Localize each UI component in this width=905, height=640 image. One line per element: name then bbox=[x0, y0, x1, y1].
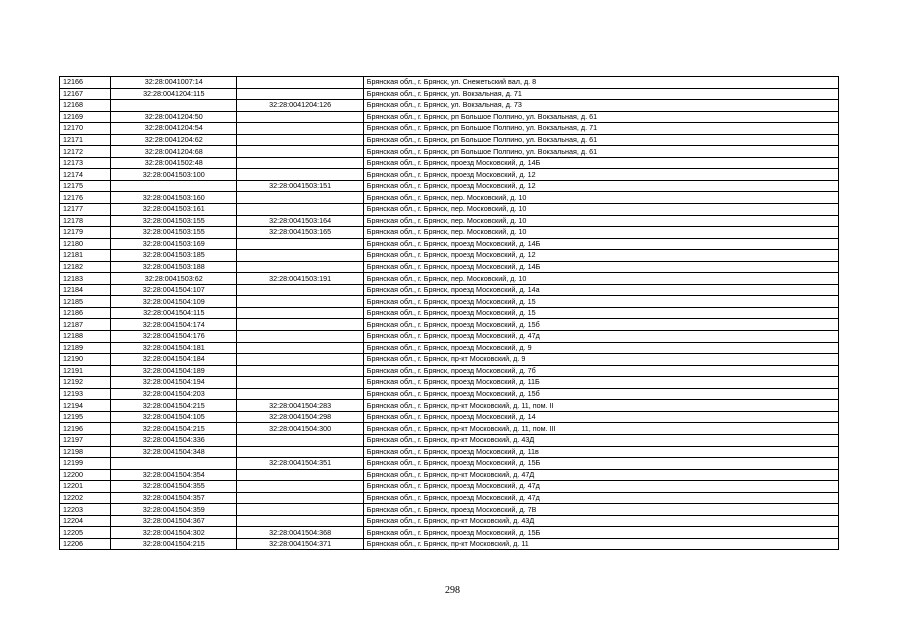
row-number-cell: 12198 bbox=[60, 446, 111, 458]
address-cell: Брянская обл., г. Брянск, пер. Московский, д. 10 bbox=[363, 204, 838, 216]
address-cell: Брянская обл., г. Брянск, проезд Московский, д. 7б bbox=[363, 365, 838, 377]
linked-cadastral-number-cell bbox=[237, 146, 363, 158]
address-cell: Брянская обл., г. Брянск, проезд Московский, д. 15 bbox=[363, 307, 838, 319]
linked-cadastral-number-cell bbox=[237, 296, 363, 308]
table-row bbox=[60, 238, 839, 250]
cadastral-number-cell: 32:28:0041504:357 bbox=[111, 492, 237, 504]
table-row bbox=[60, 284, 839, 296]
row-number-cell: 12176 bbox=[60, 192, 111, 204]
cadastral-number-cell: 32:28:0041204:68 bbox=[111, 146, 237, 158]
address-cell: Брянская обл., г. Брянск, проезд Московский, д. 7В bbox=[363, 504, 838, 516]
address-cell: Брянская обл., г. Брянск, пр-кт Московский, д. 11, пом. II bbox=[363, 400, 838, 412]
address-cell: Брянская обл., г. Брянск, пр-кт Московский, д. 11 bbox=[363, 538, 838, 550]
address-cell: Брянская обл., г. Брянск, рп Большое Полпино, ул. Вокзальная, д. 61 bbox=[363, 111, 838, 123]
registry-table bbox=[59, 76, 839, 550]
table-row bbox=[60, 273, 839, 285]
linked-cadastral-number-cell: 32:28:0041503:151 bbox=[237, 180, 363, 192]
row-number-cell: 12182 bbox=[60, 261, 111, 273]
cadastral-number-cell: 32:28:0041503:169 bbox=[111, 238, 237, 250]
address-cell: Брянская обл., г. Брянск, проезд Московский, д. 12 bbox=[363, 169, 838, 181]
address-cell: Брянская обл., г. Брянск, проезд Московский, д. 12 bbox=[363, 180, 838, 192]
address-cell: Брянская обл., г. Брянск, проезд Московский, д. 14Б bbox=[363, 238, 838, 250]
linked-cadastral-number-cell: 32:28:0041503:164 bbox=[237, 215, 363, 227]
cadastral-number-cell: 32:28:0041504:194 bbox=[111, 377, 237, 389]
address-cell: Брянская обл., г. Брянск, проезд Московский, д. 14 bbox=[363, 411, 838, 423]
row-number-cell: 12199 bbox=[60, 458, 111, 470]
address-cell: Брянская обл., г. Брянск, проезд Московский, д. 47д bbox=[363, 492, 838, 504]
cadastral-number-cell: 32:28:0041504:105 bbox=[111, 411, 237, 423]
table-row bbox=[60, 458, 839, 470]
row-number-cell: 12172 bbox=[60, 146, 111, 158]
row-number-cell: 12192 bbox=[60, 377, 111, 389]
linked-cadastral-number-cell bbox=[237, 331, 363, 343]
table-row bbox=[60, 423, 839, 435]
row-number-cell: 12187 bbox=[60, 319, 111, 331]
linked-cadastral-number-cell: 32:28:0041503:165 bbox=[237, 227, 363, 239]
linked-cadastral-number-cell bbox=[237, 111, 363, 123]
cadastral-number-cell: 32:28:0041504:109 bbox=[111, 296, 237, 308]
linked-cadastral-number-cell: 32:28:0041504:300 bbox=[237, 423, 363, 435]
linked-cadastral-number-cell bbox=[237, 284, 363, 296]
address-cell: Брянская обл., г. Брянск, проезд Московский, д. 14Б bbox=[363, 261, 838, 273]
address-cell: Брянская обл., г. Брянск, пер. Московский, д. 10 bbox=[363, 273, 838, 285]
linked-cadastral-number-cell bbox=[237, 169, 363, 181]
cadastral-number-cell: 32:28:0041503:161 bbox=[111, 204, 237, 216]
table-row bbox=[60, 100, 839, 112]
linked-cadastral-number-cell bbox=[237, 515, 363, 527]
address-cell: Брянская обл., г. Брянск, проезд Московский, д. 15 bbox=[363, 296, 838, 308]
linked-cadastral-number-cell bbox=[237, 134, 363, 146]
row-number-cell: 12178 bbox=[60, 215, 111, 227]
cadastral-number-cell: 32:28:0041504:367 bbox=[111, 515, 237, 527]
linked-cadastral-number-cell bbox=[237, 354, 363, 366]
row-number-cell: 12206 bbox=[60, 538, 111, 550]
table-row bbox=[60, 377, 839, 389]
row-number-cell: 12202 bbox=[60, 492, 111, 504]
linked-cadastral-number-cell bbox=[237, 123, 363, 135]
row-number-cell: 12189 bbox=[60, 342, 111, 354]
address-cell: Брянская обл., г. Брянск, рп Большое Полпино, ул. Вокзальная, д. 61 bbox=[363, 134, 838, 146]
cadastral-number-cell: 32:28:0041504:215 bbox=[111, 538, 237, 550]
cadastral-number-cell: 32:28:0041504:174 bbox=[111, 319, 237, 331]
table-row bbox=[60, 365, 839, 377]
row-number-cell: 12166 bbox=[60, 77, 111, 89]
row-number-cell: 12173 bbox=[60, 157, 111, 169]
linked-cadastral-number-cell bbox=[237, 192, 363, 204]
row-number-cell: 12188 bbox=[60, 331, 111, 343]
address-cell: Брянская обл., г. Брянск, пр-кт Московский, д. 43Д bbox=[363, 515, 838, 527]
linked-cadastral-number-cell: 32:28:0041504:351 bbox=[237, 458, 363, 470]
table-row bbox=[60, 261, 839, 273]
table-row bbox=[60, 227, 839, 239]
linked-cadastral-number-cell bbox=[237, 446, 363, 458]
address-cell: Брянская обл., г. Брянск, проезд Московский, д. 47д bbox=[363, 331, 838, 343]
address-cell: Брянская обл., г. Брянск, ул. Вокзальная, д. 73 bbox=[363, 100, 838, 112]
table-row bbox=[60, 388, 839, 400]
address-cell: Брянская обл., г. Брянск, проезд Московский, д. 11Б bbox=[363, 377, 838, 389]
linked-cadastral-number-cell: 32:28:0041503:191 bbox=[237, 273, 363, 285]
linked-cadastral-number-cell bbox=[237, 77, 363, 89]
cadastral-number-cell: 32:28:0041504:302 bbox=[111, 527, 237, 539]
cadastral-number-cell: 32:28:0041504:215 bbox=[111, 423, 237, 435]
address-cell: Брянская обл., г. Брянск, проезд Московский, д. 15б bbox=[363, 388, 838, 400]
table-row bbox=[60, 157, 839, 169]
page-number: 298 bbox=[445, 585, 460, 596]
table-row bbox=[60, 192, 839, 204]
cadastral-number-cell: 32:28:0041504:115 bbox=[111, 307, 237, 319]
table-row bbox=[60, 319, 839, 331]
row-number-cell: 12203 bbox=[60, 504, 111, 516]
row-number-cell: 12195 bbox=[60, 411, 111, 423]
linked-cadastral-number-cell bbox=[237, 377, 363, 389]
table-row bbox=[60, 492, 839, 504]
table-row bbox=[60, 515, 839, 527]
table-row bbox=[60, 469, 839, 481]
table-row bbox=[60, 481, 839, 493]
linked-cadastral-number-cell bbox=[237, 157, 363, 169]
row-number-cell: 12174 bbox=[60, 169, 111, 181]
table-row bbox=[60, 434, 839, 446]
linked-cadastral-number-cell bbox=[237, 88, 363, 100]
cadastral-number-cell: 32:28:0041504:336 bbox=[111, 434, 237, 446]
address-cell: Брянская обл., г. Брянск, проезд Московский, д. 9 bbox=[363, 342, 838, 354]
linked-cadastral-number-cell bbox=[237, 365, 363, 377]
row-number-cell: 12200 bbox=[60, 469, 111, 481]
cadastral-number-cell: 32:28:0041504:215 bbox=[111, 400, 237, 412]
row-number-cell: 12196 bbox=[60, 423, 111, 435]
table-row bbox=[60, 504, 839, 516]
cadastral-number-cell: 32:28:0041503:100 bbox=[111, 169, 237, 181]
table-row bbox=[60, 169, 839, 181]
address-cell: Брянская обл., г. Брянск, проезд Московский, д. 15б bbox=[363, 319, 838, 331]
cadastral-number-cell: 32:28:0041204:62 bbox=[111, 134, 237, 146]
address-cell: Брянская обл., г. Брянск, пр-кт Московский, д. 47Д bbox=[363, 469, 838, 481]
table-row bbox=[60, 538, 839, 550]
cadastral-number-cell: 32:28:0041504:359 bbox=[111, 504, 237, 516]
address-cell: Брянская обл., г. Брянск, проезд Московский, д. 47д bbox=[363, 481, 838, 493]
cadastral-number-cell: 32:28:0041204:54 bbox=[111, 123, 237, 135]
cadastral-number-cell: 32:28:0041503:155 bbox=[111, 215, 237, 227]
cadastral-number-cell: 32:28:0041007:14 bbox=[111, 77, 237, 89]
row-number-cell: 12180 bbox=[60, 238, 111, 250]
table-row bbox=[60, 215, 839, 227]
address-cell: Брянская обл., г. Брянск, пер. Московский, д. 10 bbox=[363, 227, 838, 239]
row-number-cell: 12194 bbox=[60, 400, 111, 412]
row-number-cell: 12181 bbox=[60, 250, 111, 262]
cadastral-number-cell bbox=[111, 100, 237, 112]
linked-cadastral-number-cell bbox=[237, 481, 363, 493]
row-number-cell: 12177 bbox=[60, 204, 111, 216]
table-row bbox=[60, 123, 839, 135]
table-row bbox=[60, 307, 839, 319]
table-row bbox=[60, 527, 839, 539]
row-number-cell: 12179 bbox=[60, 227, 111, 239]
table-row bbox=[60, 88, 839, 100]
linked-cadastral-number-cell bbox=[237, 250, 363, 262]
linked-cadastral-number-cell: 32:28:0041504:368 bbox=[237, 527, 363, 539]
address-cell: Брянская обл., г. Брянск, проезд Московский, д. 12 bbox=[363, 250, 838, 262]
table-row bbox=[60, 180, 839, 192]
address-cell: Брянская обл., г. Брянск, пер. Московский, д. 10 bbox=[363, 192, 838, 204]
linked-cadastral-number-cell bbox=[237, 319, 363, 331]
address-cell: Брянская обл., г. Брянск, проезд Московский, д. 11в bbox=[363, 446, 838, 458]
address-cell: Брянская обл., г. Брянск, проезд Московский, д. 15Б bbox=[363, 458, 838, 470]
table-row bbox=[60, 400, 839, 412]
table-row bbox=[60, 111, 839, 123]
row-number-cell: 12183 bbox=[60, 273, 111, 285]
table-row bbox=[60, 77, 839, 89]
linked-cadastral-number-cell bbox=[237, 388, 363, 400]
cadastral-number-cell: 32:28:0041502:48 bbox=[111, 157, 237, 169]
cadastral-number-cell: 32:28:0041503:155 bbox=[111, 227, 237, 239]
linked-cadastral-number-cell bbox=[237, 261, 363, 273]
cadastral-number-cell bbox=[111, 458, 237, 470]
row-number-cell: 12201 bbox=[60, 481, 111, 493]
address-cell: Брянская обл., г. Брянск, пр-кт Московский, д. 11, пом. III bbox=[363, 423, 838, 435]
cadastral-number-cell: 32:28:0041503:62 bbox=[111, 273, 237, 285]
row-number-cell: 12175 bbox=[60, 180, 111, 192]
table-row bbox=[60, 146, 839, 158]
row-number-cell: 12184 bbox=[60, 284, 111, 296]
table-row bbox=[60, 204, 839, 216]
address-cell: Брянская обл., г. Брянск, пр-кт Московский, д. 9 bbox=[363, 354, 838, 366]
cadastral-number-cell: 32:28:0041504:184 bbox=[111, 354, 237, 366]
linked-cadastral-number-cell bbox=[237, 434, 363, 446]
cadastral-number-cell: 32:28:0041504:348 bbox=[111, 446, 237, 458]
cadastral-number-cell bbox=[111, 180, 237, 192]
table-row bbox=[60, 446, 839, 458]
row-number-cell: 12186 bbox=[60, 307, 111, 319]
address-cell: Брянская обл., г. Брянск, пр-кт Московский, д. 43Д bbox=[363, 434, 838, 446]
linked-cadastral-number-cell bbox=[237, 238, 363, 250]
row-number-cell: 12190 bbox=[60, 354, 111, 366]
cadastral-number-cell: 32:28:0041504:107 bbox=[111, 284, 237, 296]
cadastral-number-cell: 32:28:0041204:50 bbox=[111, 111, 237, 123]
cadastral-number-cell: 32:28:0041504:354 bbox=[111, 469, 237, 481]
address-cell: Брянская обл., г. Брянск, ул. Снежетьский вал, д. 8 bbox=[363, 77, 838, 89]
table-row bbox=[60, 342, 839, 354]
registry-table-body bbox=[60, 77, 839, 550]
row-number-cell: 12193 bbox=[60, 388, 111, 400]
address-cell: Брянская обл., г. Брянск, проезд Московский, д. 14Б bbox=[363, 157, 838, 169]
row-number-cell: 12169 bbox=[60, 111, 111, 123]
cadastral-number-cell: 32:28:0041503:160 bbox=[111, 192, 237, 204]
row-number-cell: 12197 bbox=[60, 434, 111, 446]
row-number-cell: 12191 bbox=[60, 365, 111, 377]
linked-cadastral-number-cell: 32:28:0041504:298 bbox=[237, 411, 363, 423]
linked-cadastral-number-cell bbox=[237, 307, 363, 319]
linked-cadastral-number-cell bbox=[237, 492, 363, 504]
address-cell: Брянская обл., г. Брянск, рп Большое Полпино, ул. Вокзальная, д. 71 bbox=[363, 123, 838, 135]
table-row bbox=[60, 250, 839, 262]
table-row bbox=[60, 354, 839, 366]
row-number-cell: 12170 bbox=[60, 123, 111, 135]
linked-cadastral-number-cell bbox=[237, 342, 363, 354]
table-row bbox=[60, 411, 839, 423]
row-number-cell: 12185 bbox=[60, 296, 111, 308]
table-row bbox=[60, 296, 839, 308]
linked-cadastral-number-cell: 32:28:0041204:126 bbox=[237, 100, 363, 112]
cadastral-number-cell: 32:28:0041504:176 bbox=[111, 331, 237, 343]
row-number-cell: 12167 bbox=[60, 88, 111, 100]
row-number-cell: 12204 bbox=[60, 515, 111, 527]
linked-cadastral-number-cell bbox=[237, 469, 363, 481]
row-number-cell: 12168 bbox=[60, 100, 111, 112]
cadastral-number-cell: 32:28:0041504:203 bbox=[111, 388, 237, 400]
cadastral-number-cell: 32:28:0041503:185 bbox=[111, 250, 237, 262]
table-row bbox=[60, 134, 839, 146]
linked-cadastral-number-cell: 32:28:0041504:283 bbox=[237, 400, 363, 412]
linked-cadastral-number-cell bbox=[237, 204, 363, 216]
linked-cadastral-number-cell bbox=[237, 504, 363, 516]
table-row bbox=[60, 331, 839, 343]
linked-cadastral-number-cell: 32:28:0041504:371 bbox=[237, 538, 363, 550]
cadastral-number-cell: 32:28:0041504:181 bbox=[111, 342, 237, 354]
address-cell: Брянская обл., г. Брянск, пер. Московский, д. 10 bbox=[363, 215, 838, 227]
cadastral-number-cell: 32:28:0041504:355 bbox=[111, 481, 237, 493]
cadastral-number-cell: 32:28:0041503:188 bbox=[111, 261, 237, 273]
address-cell: Брянская обл., г. Брянск, ул. Вокзальная, д. 71 bbox=[363, 88, 838, 100]
row-number-cell: 12205 bbox=[60, 527, 111, 539]
address-cell: Брянская обл., г. Брянск, проезд Московский, д. 15Б bbox=[363, 527, 838, 539]
address-cell: Брянская обл., г. Брянск, рп Большое Полпино, ул. Вокзальная, д. 61 bbox=[363, 146, 838, 158]
address-cell: Брянская обл., г. Брянск, проезд Московский, д. 14а bbox=[363, 284, 838, 296]
cadastral-number-cell: 32:28:0041504:189 bbox=[111, 365, 237, 377]
row-number-cell: 12171 bbox=[60, 134, 111, 146]
cadastral-number-cell: 32:28:0041204:115 bbox=[111, 88, 237, 100]
